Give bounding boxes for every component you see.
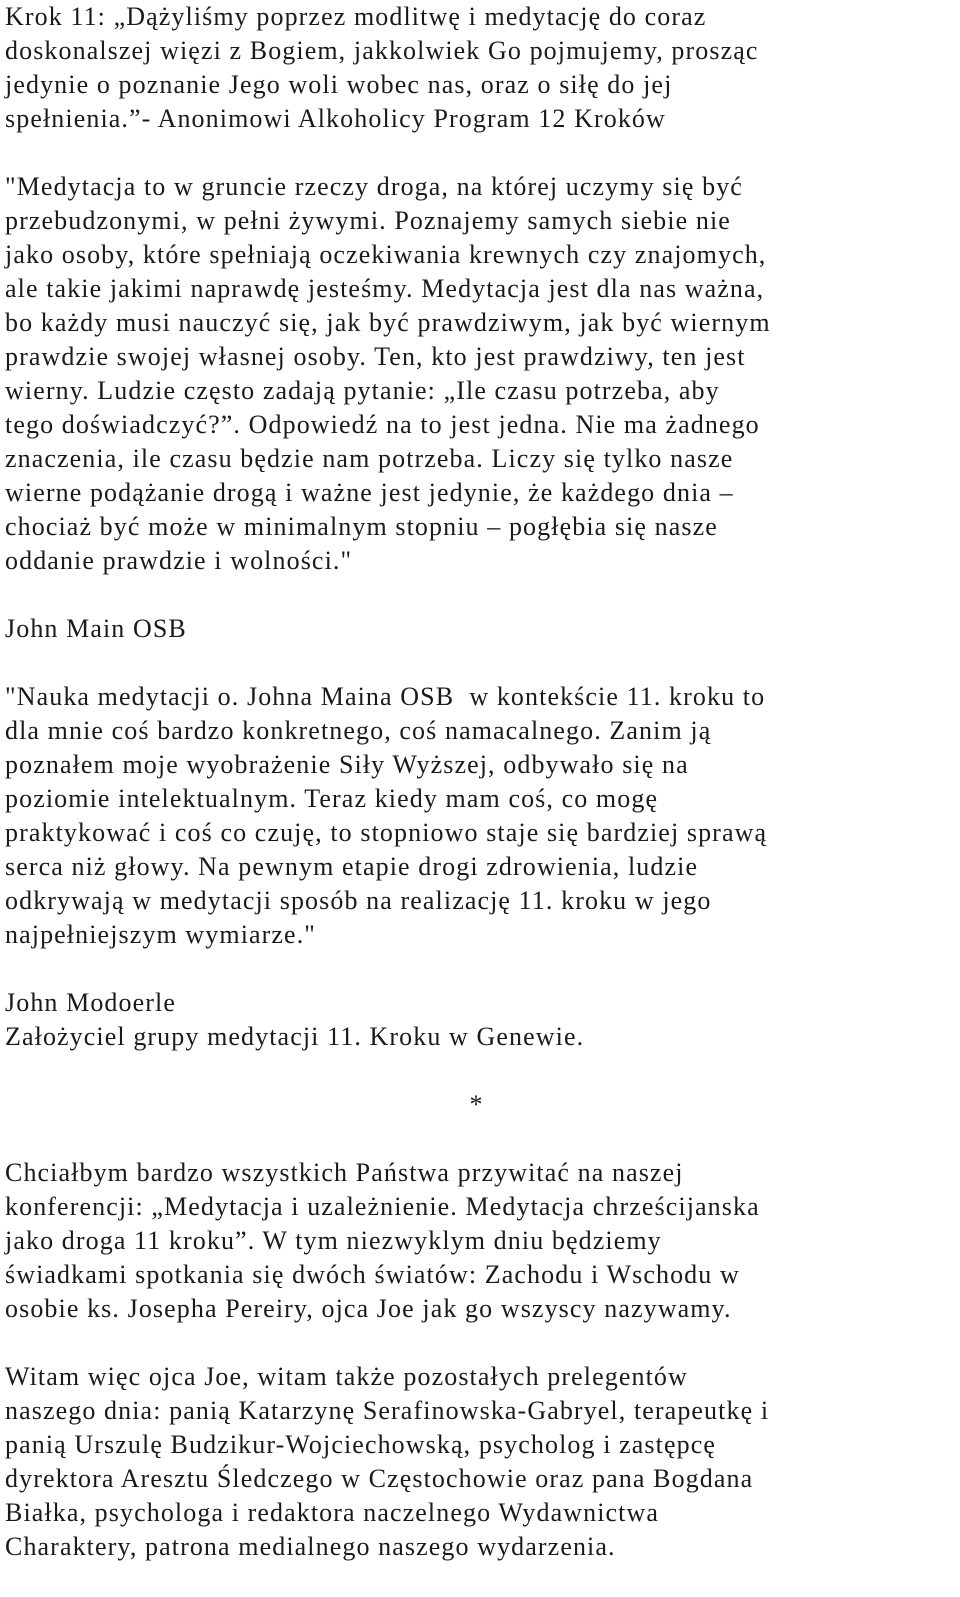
text-line: konferencji: „Medytacja i uzależnienie. Medytacja chrześcijanska	[5, 1192, 760, 1221]
text-line: panią Urszulę Budzikur-Wojciechowską, psycholog i zastępcę	[5, 1430, 716, 1459]
paragraph-gap	[5, 952, 948, 986]
text-line: dyrektora Aresztu Śledczego w Częstochowie oraz pana Bogdana	[5, 1464, 754, 1493]
text-line: *	[469, 1090, 484, 1119]
text-line: chociaż być może w minimalnym stopniu – pogłębia się nasze	[5, 512, 718, 541]
text-line: tego doświadczyć?”. Odpowiedź na to jest jedna. Nie ma żadnego	[5, 410, 760, 439]
text-line: znaczenia, ile czasu będzie nam potrzeba. Liczy się tylko nasze	[5, 444, 734, 473]
welcome-paragraph	[5, 1156, 948, 1326]
text-line: Założyciel grupy medytacji 11. Kroku w Genewie.	[5, 1022, 585, 1051]
author-2	[5, 986, 948, 1054]
text-line: świadkami spotkania się dwóch światów: Zachodu i Wschodu w	[5, 1260, 740, 1289]
text-line: osobie ks. Josepha Pereiry, ojca Joe jak go wszyscy nazywamy.	[5, 1294, 732, 1323]
text-line: "Medytacja to w gruncie rzeczy droga, na której uczymy się być	[5, 172, 743, 201]
text-line: Charaktery, patrona medialnego naszego wydarzenia.	[5, 1532, 616, 1561]
paragraph-gap	[5, 646, 948, 680]
step-11-quote	[5, 0, 948, 136]
paragraph-gap	[5, 136, 948, 170]
teaching-quote	[5, 680, 948, 952]
text-line: prawdzie swojej własnej osoby. Ten, kto jest prawdziwy, ten jest	[5, 342, 746, 371]
text-line: poznałem moje wyobrażenie Siły Wyższej, odbywało się na	[5, 750, 689, 779]
text-line: serca niż głowy. Na pewnym etapie drogi zdrowienia, ludzie	[5, 852, 699, 881]
text-line: jedynie o poznanie Jego woli wobec nas, oraz o siłę do jej	[5, 70, 673, 99]
text-line: Witam więc ojca Joe, witam także pozostałych prelegentów	[5, 1362, 688, 1391]
meditation-quote	[5, 170, 948, 578]
text-line: Białka, psychologa i redaktora naczelnego Wydawnictwa	[5, 1498, 660, 1527]
text-line: ale takie jakimi naprawdę jesteśmy. Medytacja jest dla nas ważna,	[5, 274, 765, 303]
text-line: naszego dnia: panią Katarzynę Serafinowska-Gabryel, terapeutkę i	[5, 1396, 770, 1425]
text-line: przebudzonymi, w pełni żywymi. Poznajemy samych siebie nie	[5, 206, 731, 235]
text-line: wierny. Ludzie często zadają pytanie: „Ile czasu potrzeba, aby	[5, 376, 720, 405]
text-line: poziomie intelektualnym. Teraz kiedy mam coś, co mogę	[5, 784, 659, 813]
text-line: jako osoby, które spełniają oczekiwania krewnych czy znajomych,	[5, 240, 767, 269]
text-line: najpełniejszym wymiarze."	[5, 920, 317, 949]
text-line: "Nauka medytacji o. Johna Maina OSB w kontekście 11. kroku to	[5, 682, 766, 711]
text-line: spełnienia.”- Anonimowi Alkoholicy Program 12 Kroków	[5, 104, 666, 133]
paragraph-gap	[5, 1054, 948, 1088]
text-line: John Main OSB	[5, 614, 187, 643]
separator	[5, 1088, 948, 1122]
text-line: Chciałbym bardzo wszystkich Państwa przywitać na naszej	[5, 1158, 684, 1187]
text-line: wierne podążanie drogą i ważne jest jedynie, że każdego dnia –	[5, 478, 734, 507]
text-line: praktykować i coś co czuję, to stopniowo staje się bardziej sprawą	[5, 818, 768, 847]
paragraph-gap	[5, 1122, 948, 1156]
paragraph-gap	[5, 578, 948, 612]
text-line: jako droga 11 kroku”. W tym niezwyklym dniu będziemy	[5, 1226, 662, 1255]
text-line: oddanie prawdzie i wolności."	[5, 546, 353, 575]
text-line: bo każdy musi nauczyć się, jak być prawdziwym, jak być wiernym	[5, 308, 771, 337]
paragraph-gap	[5, 1326, 948, 1360]
author-1	[5, 612, 948, 646]
text-line: odkrywają w medytacji sposób na realizację 11. kroku w jego	[5, 886, 712, 915]
text-line: dla mnie coś bardzo konkretnego, coś namacalnego. Zanim ją	[5, 716, 712, 745]
speakers-paragraph	[5, 1360, 948, 1564]
text-line: John Modoerle	[5, 988, 176, 1017]
text-line: Krok 11: „Dążyliśmy poprzez modlitwę i medytację do coraz	[5, 2, 707, 31]
text-line: doskonalszej więzi z Bogiem, jakkolwiek Go pojmujemy, prosząc	[5, 36, 759, 65]
